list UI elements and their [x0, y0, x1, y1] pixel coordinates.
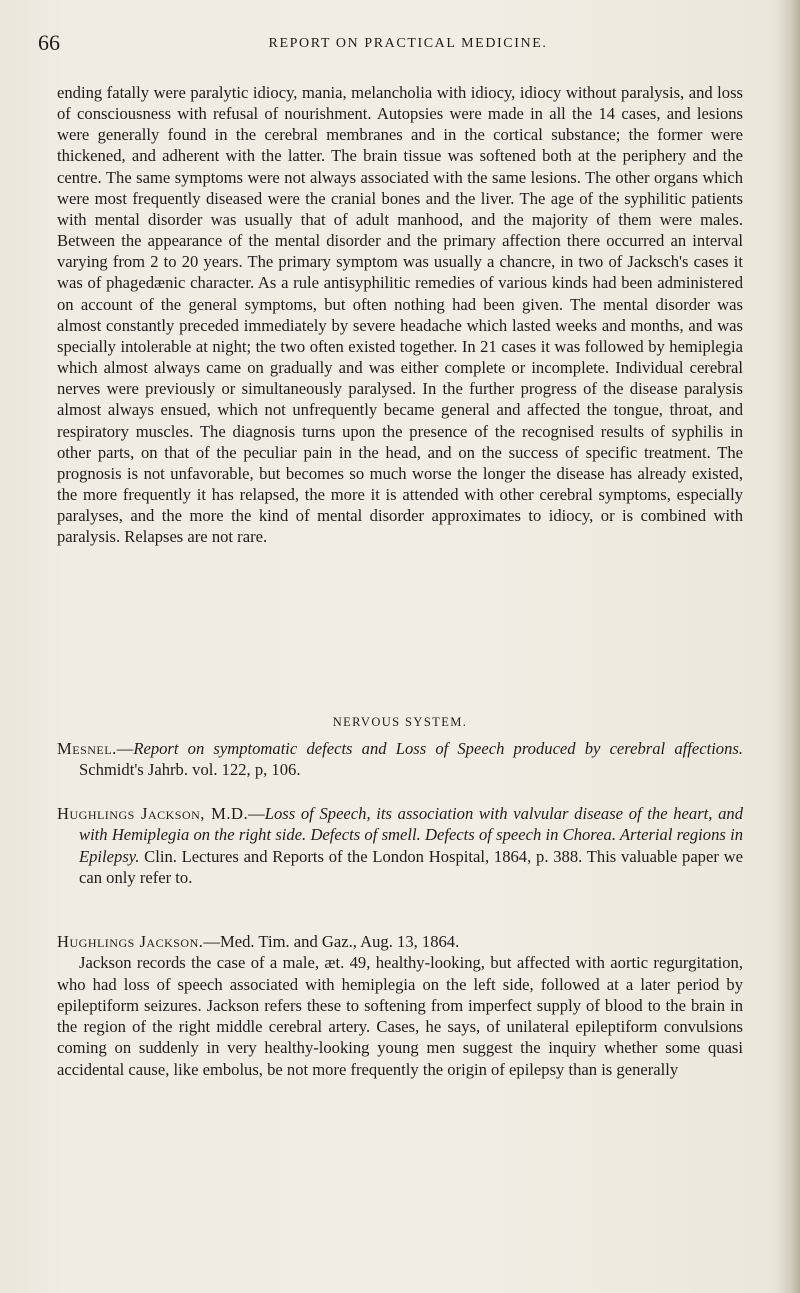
- entry-title: Report on symptomatic defects and Loss of Speech produced by cerebral affections.: [133, 739, 743, 758]
- entry-citation: Schmidt's Jahrb. vol. 122, p, 106.: [79, 760, 301, 780]
- entry-separator: —: [248, 804, 265, 823]
- entry-citation: Med. Tim. and Gaz., Aug. 13, 1864.: [220, 932, 460, 951]
- entry-author: Mesnel.: [57, 739, 117, 758]
- entry-separator: —: [203, 932, 221, 951]
- entry-separator: —: [116, 739, 134, 758]
- entry-citation: Clin. Lectures and Reports of the London Hospital, 1864, p. 388. This valuable paper we can only refer to.: [79, 846, 743, 887]
- entry-author: Hughlings Jackson, M.D.: [57, 804, 249, 823]
- page-edge-shadow: [778, 0, 800, 1293]
- entry-author: Hughlings Jackson.: [57, 932, 204, 951]
- section-heading: NERVOUS SYSTEM.: [332, 715, 468, 729]
- running-head: [38, 30, 778, 60]
- entry-title: Loss of Speech, its association with valvular disease of the heart, and with Hemiplegia on the right side. Defects of smell. Defects of speech in Chorea. Arterial regions in Epilepsy.: [79, 804, 744, 866]
- bibliography-entry: [57, 738, 743, 781]
- bibliography-entry: [57, 803, 743, 888]
- page-number: 66: [38, 30, 60, 55]
- bibliography-entry: [57, 931, 743, 1080]
- entry-body: Jackson records the case of a male, æt. 49, healthy-looking, but affected with aortic regurgitation, who had loss of speech associated with hemiplegia on the left side, followed at a later period by epileptiform seizures. Jackson refers these to softening from imperfect supply of blood to the brain in the region of the right middle cerebral artery. Cases, he says, of unilateral epileptiform convulsions coming on suddenly in very healthy-looking young men suggest the inquiry whether some quasi accidental cause, like embolus, be not more frequently the origin of epilepsy than is generally: [57, 953, 743, 1079]
- intro-paragraph-block: [57, 82, 743, 547]
- intro-paragraph: ending fatally were paralytic idiocy, mania, melancholia with idiocy, idiocy without paralysis, and loss of consciousness with refusal of nourishment. Autopsies were made in all the 14 cases, and lesions were generally found in the cerebral membranes and in the cortical substance; the former were thickened, and adherent with the latter. The brain tissue was softened both at the periphery and the centre. The same symptoms were not always associated with the same lesions. The other organs which were most frequently diseased were the cranial bones and the liver. The age of the syphilitic patients with mental disorder was usually that of adult manhood, and the majority of them were males. Between the appearance of the mental disorder and the primary affection there occurred an interval varying from 2 to 20 years. The primary symptom was usually a chancre, in two of Jacksch's cases it was of phagedænic character. As a rule antisyphilitic remedies of various kinds had been administered on account of the general symptoms, but often nothing had been given. The mental disorder was almost constantly preceded immediately by severe headache which lasted weeks and months, and was specially intolerable at night; the two often existed together. In 21 cases it was followed by hemiplegia which almost always came on gradually and was either complete or incomplete. Individual cerebral nerves were previously or simultaneously paralysed. In the further progress of the disease paralysis almost always ensued, which not unfrequently became general and affected the tongue, throat, and respiratory muscles. The diagnosis turns upon the presence of the recognised results of syphilis in other parts, on that of the peculiar pain in the head, and on the success of specific treatment. The prognosis is not unfavorable, but becomes so much worse the longer the disease has already existed, the more frequently it has relapsed, the more it is attended with other cerebral symptoms, especially paralyses, and the more the kind of mental disorder approximates to idiocy, or is combined with paralysis. Relapses are not rare.: [57, 83, 743, 547]
- running-title: REPORT ON PRACTICAL MEDICINE.: [268, 36, 548, 51]
